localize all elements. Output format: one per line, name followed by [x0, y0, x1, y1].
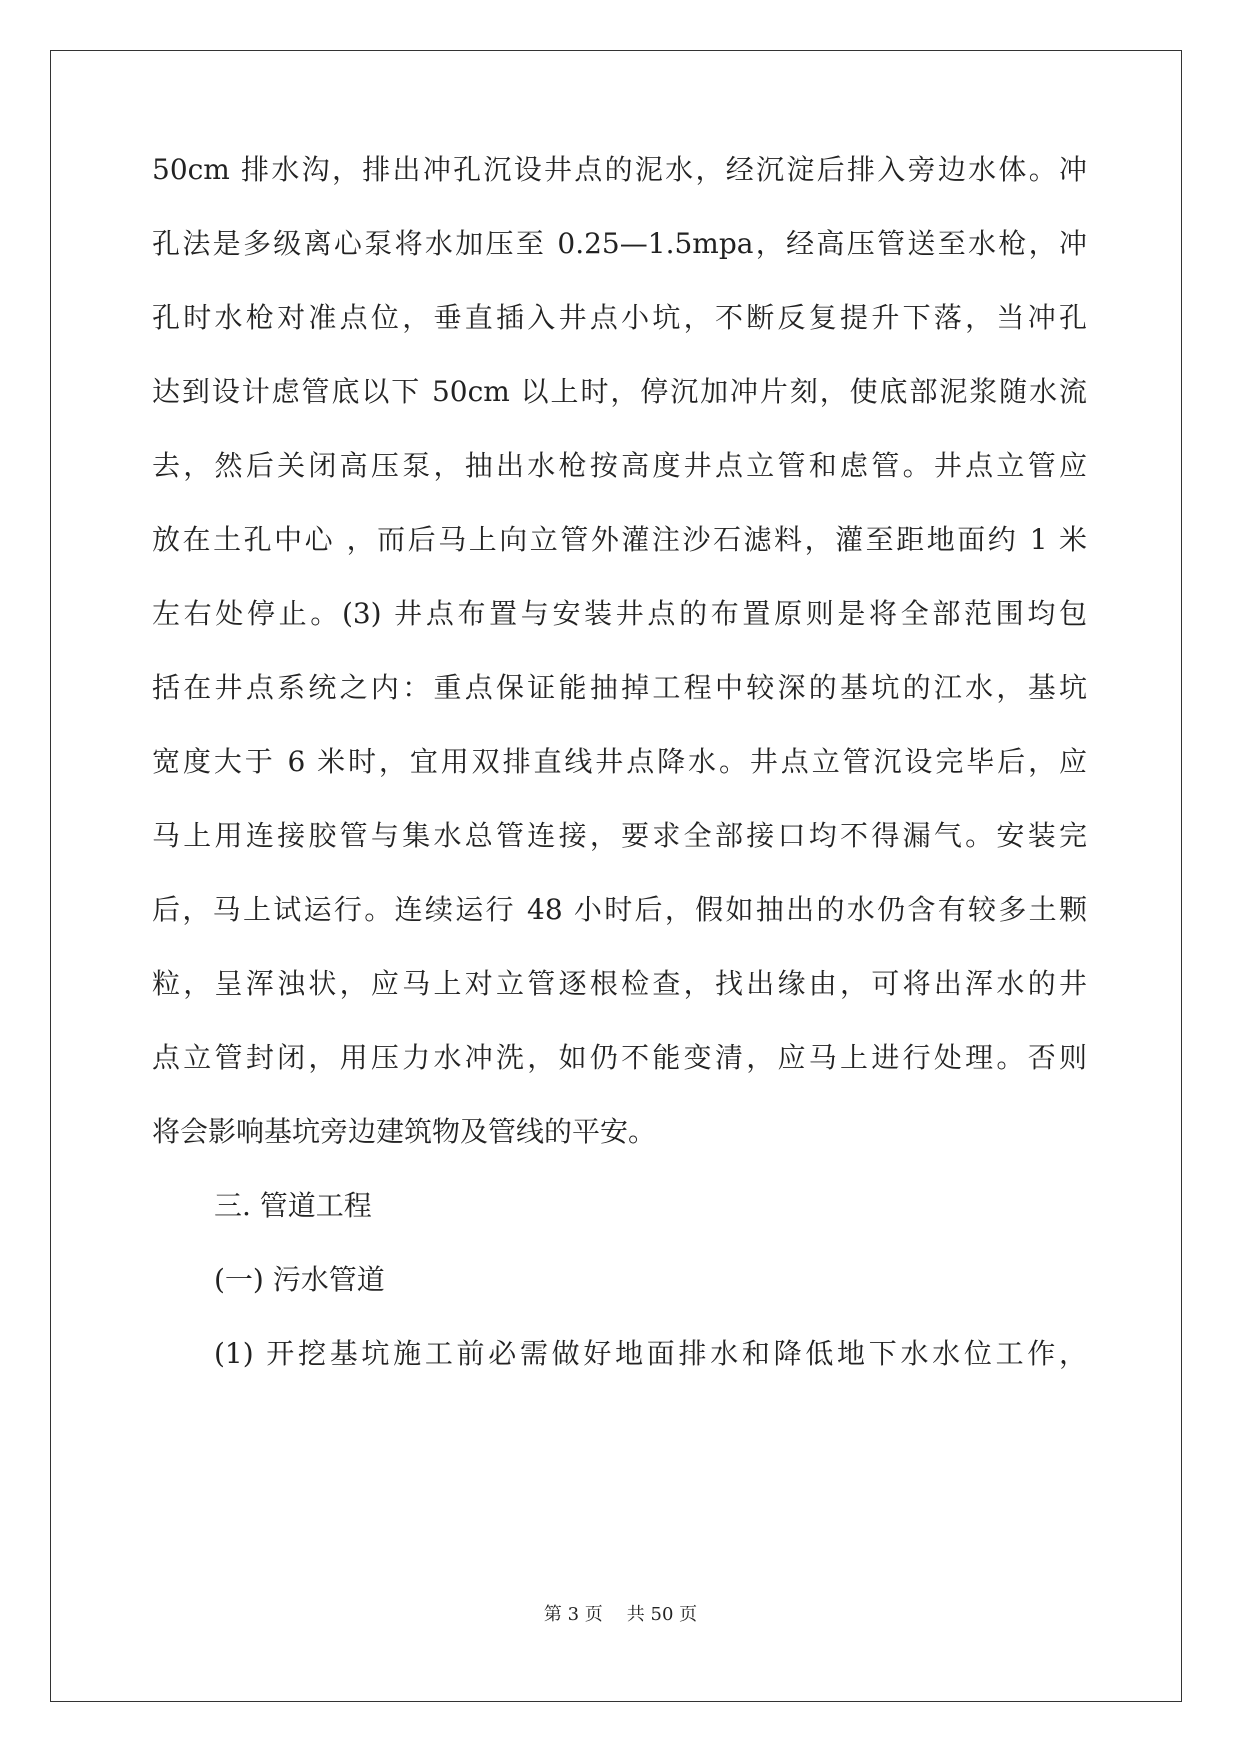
body-line: 去，然后关闭高压泵，抽出水枪按高度井点立管和虑管。井点立管应: [152, 449, 1087, 482]
page-footer: [0, 1603, 1241, 1627]
paragraph-start: (1) 开挖基坑施工前必需做好地面排水和降低地下水水位工作，: [214, 1337, 1087, 1370]
body-line: 将会影响基坑旁边建筑物及管线的平安。: [152, 1115, 657, 1148]
body-line: 孔时水枪对准点位，垂直插入井点小坑，不断反复提升下落，当冲孔: [152, 301, 1087, 334]
body-line: 左右处停止。(3) 井点布置与安装井点的布置原则是将全部范围均包: [152, 597, 1087, 630]
body-line: 宽度大于 6 米时，宜用双排直线井点降水。井点立管沉设完毕后，应: [152, 745, 1087, 778]
page-number: 第 3 页: [543, 1604, 603, 1625]
body-line: 达到设计虑管底以下 50cm 以上时，停沉加冲片刻，使底部泥浆随水流: [152, 375, 1087, 408]
body-line: 马上用连接胶管与集水总管连接，要求全部接口均不得漏气。安装完: [152, 819, 1087, 852]
body-line: 放在土孔中心 ，而后马上向立管外灌注沙石滤料，灌至距地面约 1 米: [152, 523, 1087, 556]
subsection-heading: (一) 污水管道: [214, 1263, 385, 1296]
body-line: 孔法是多级离心泵将水加压至 0.25—1.5mpa，经高压管送至水枪，冲: [152, 227, 1087, 260]
body-line: 点立管封闭，用压力水冲洗，如仍不能变清，应马上进行处理。否则: [152, 1041, 1087, 1074]
body-line: 粒，呈浑浊状，应马上对立管逐根检查，找出缘由，可将出浑水的井: [152, 967, 1087, 1000]
page-total: 共 50 页: [626, 1604, 698, 1625]
body-line: 50cm 排水沟，排出冲孔沉设井点的泥水，经沉淀后排入旁边水体。冲: [152, 153, 1087, 186]
body-line: 后，马上试运行。连续运行 48 小时后，假如抽出的水仍含有较多土颗: [152, 893, 1087, 926]
body-line: 括在井点系统之内：重点保证能抽掉工程中较深的基坑的江水，基坑: [152, 671, 1087, 704]
section-heading: 三. 管道工程: [214, 1189, 372, 1222]
